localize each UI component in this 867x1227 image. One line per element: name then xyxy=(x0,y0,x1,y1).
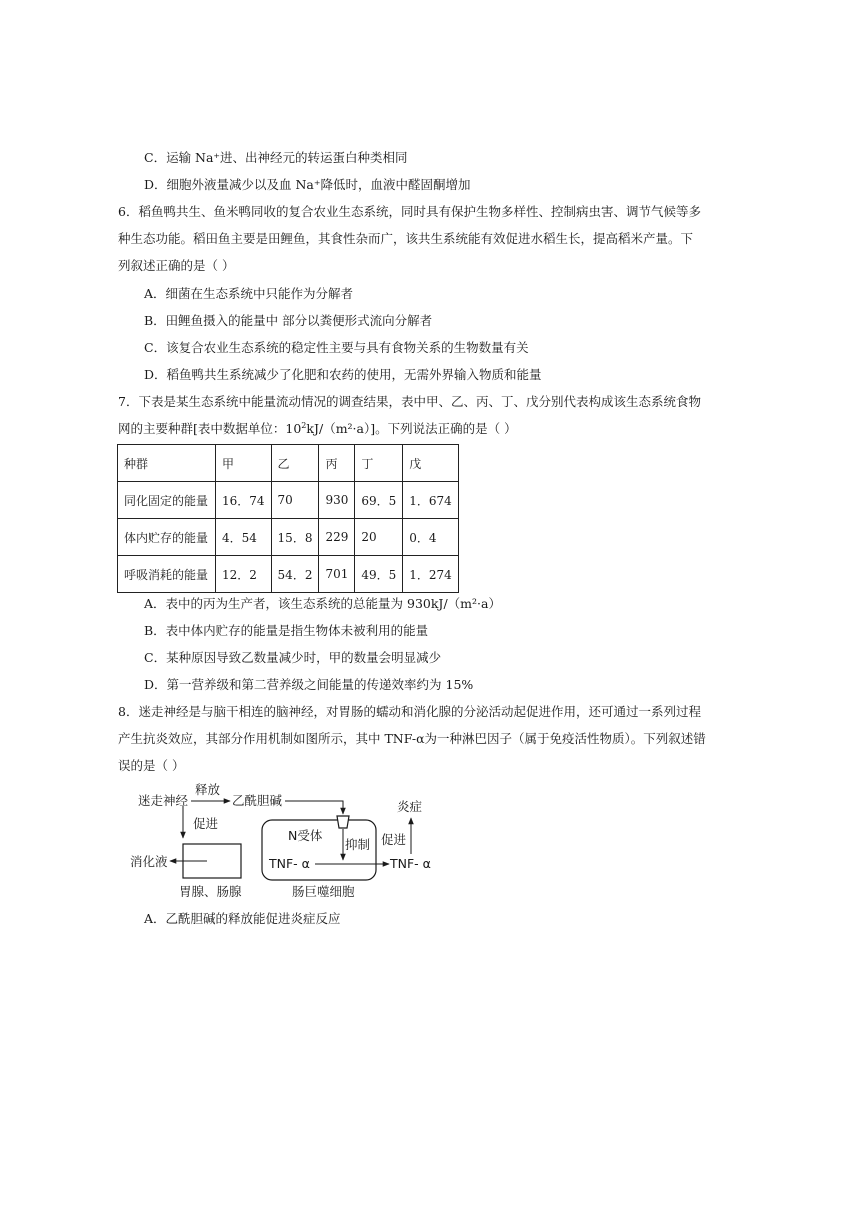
vagus-nerve-label: 迷走神经 xyxy=(138,793,189,808)
q7-stem-unit-pre: 网的主要种群[表中数据单位：10 xyxy=(118,421,302,436)
table-cell: 体内贮存的能量 xyxy=(118,519,216,556)
table-cell: 1．674 xyxy=(403,482,459,519)
table-cell: 0．4 xyxy=(403,519,459,556)
table-row xyxy=(118,482,459,519)
gland-caption: 胃腺、肠腺 xyxy=(179,884,242,899)
q7-option-d: D．第一营养级和第二营养级之间能量的传递效率约为 15% xyxy=(144,677,474,692)
ach-to-receptor-arrow xyxy=(285,801,343,814)
table-cell: 49．5 xyxy=(355,556,403,593)
table-header-row xyxy=(118,445,459,482)
table-header-cell: 甲 xyxy=(216,445,272,482)
table-cell: 54．2 xyxy=(271,556,319,593)
macrophage-caption: 肠巨噬细胞 xyxy=(292,884,355,899)
q5-option-c: C．运输 Na⁺进、出神经元的转运蛋白种类相同 xyxy=(144,150,408,165)
tnf-alpha-outside-label: TNF- α xyxy=(390,856,431,871)
q8-stem-line-3: 误的是（ ） xyxy=(118,758,185,773)
table-cell: 20 xyxy=(355,519,403,556)
table-header-cell: 戊 xyxy=(403,445,459,482)
tnf-alpha-inside-label: TNF- α xyxy=(269,856,310,871)
table-cell: 呼吸消耗的能量 xyxy=(118,556,216,593)
inhibit-label: 抑制 xyxy=(345,837,371,852)
q8-stem-line-2: 产生抗炎效应，其部分作用机制如图所示，其中 TNF-α为一种淋巴因子（属于免疫活性物质）。下列叙述错 xyxy=(118,731,706,746)
table-cell: 930 xyxy=(319,482,355,519)
table-cell: 701 xyxy=(319,556,355,593)
n-receptor-label: N受体 xyxy=(288,828,323,843)
q7-option-b: B．表中体内贮存的能量是指生物体未被利用的能量 xyxy=(144,623,429,638)
table-cell: 16．74 xyxy=(216,482,272,519)
vagus-nerve-mechanism-diagram xyxy=(125,780,445,905)
digestive-juice-label: 消化液 xyxy=(130,854,168,869)
q7-option-a: A．表中的丙为生产者，该生态系统的总能量为 930kJ/（m²·a） xyxy=(144,596,501,611)
promote-gland-label: 促进 xyxy=(193,816,219,831)
acetylcholine-label: 乙酰胆碱 xyxy=(232,793,283,808)
q6-option-c: C．该复合农业生态系统的稳定性主要与具有食物关系的生物数量有关 xyxy=(144,340,529,355)
table-cell: 12．2 xyxy=(216,556,272,593)
table-cell: 69．5 xyxy=(355,482,403,519)
energy-flow-table xyxy=(117,444,459,593)
table-header-cell: 乙 xyxy=(271,445,319,482)
table-header-cell: 丁 xyxy=(355,445,403,482)
promote-inflammation-label: 促进 xyxy=(381,832,407,847)
table-row xyxy=(118,556,459,593)
inflammation-label: 炎症 xyxy=(397,799,423,814)
table-header-cell: 种群 xyxy=(118,445,216,482)
table-cell: 同化固定的能量 xyxy=(118,482,216,519)
q7-stem-unit-exponent: 2 xyxy=(301,421,307,430)
table-cell: 1．274 xyxy=(403,556,459,593)
q8-option-a: A．乙酰胆碱的释放能促进炎症反应 xyxy=(144,911,341,926)
q7-stem-line-2 xyxy=(118,421,517,437)
n-receptor-icon xyxy=(337,816,349,828)
table-row xyxy=(118,519,459,556)
q6-option-a: A．细菌在生态系统中只能作为分解者 xyxy=(144,286,354,301)
q8-stem-line-1: 8．迷走神经是与脑干相连的脑神经，对胃肠的蠕动和消化腺的分泌活动起促进作用，还可通过一系列过程 xyxy=(118,704,701,719)
q5-option-d: D．细胞外液量减少以及血 Na⁺降低时，血液中醛固酮增加 xyxy=(144,177,471,192)
q7-option-c: C．某种原因导致乙数量减少时，甲的数量会明显减少 xyxy=(144,650,442,665)
q6-option-d: D．稻鱼鸭共生系统减少了化肥和农药的使用，无需外界输入物质和能量 xyxy=(144,367,542,382)
q7-stem-unit-post: kJ/（m²·a）]。下列说法正确的是（ ） xyxy=(306,421,517,436)
q6-option-b: B．田鲤鱼摄入的能量中 部分以粪便形式流向分解者 xyxy=(144,313,433,328)
table-cell: 229 xyxy=(319,519,355,556)
q6-stem-line-2: 种生态功能。稻田鱼主要是田鲤鱼，其食性杂而广，该共生系统能有效促进水稻生长，提高稻米产量。下 xyxy=(118,231,694,246)
q6-stem-line-1: 6．稻鱼鸭共生、鱼米鸭同收的复合农业生态系统，同时具有保护生物多样性、控制病虫害、调节气候等多 xyxy=(118,204,701,219)
q6-stem-line-3: 列叙述正确的是（ ） xyxy=(118,258,235,273)
table-cell: 70 xyxy=(271,482,319,519)
q7-stem-line-1: 7．下表是某生态系统中能量流动情况的调查结果，表中甲、乙、丙、丁、戊分别代表构成该生态系统食物 xyxy=(118,394,701,409)
table-cell: 15．8 xyxy=(271,519,319,556)
table-header-cell: 丙 xyxy=(319,445,355,482)
release-label: 释放 xyxy=(195,782,221,797)
table-cell: 4．54 xyxy=(216,519,272,556)
